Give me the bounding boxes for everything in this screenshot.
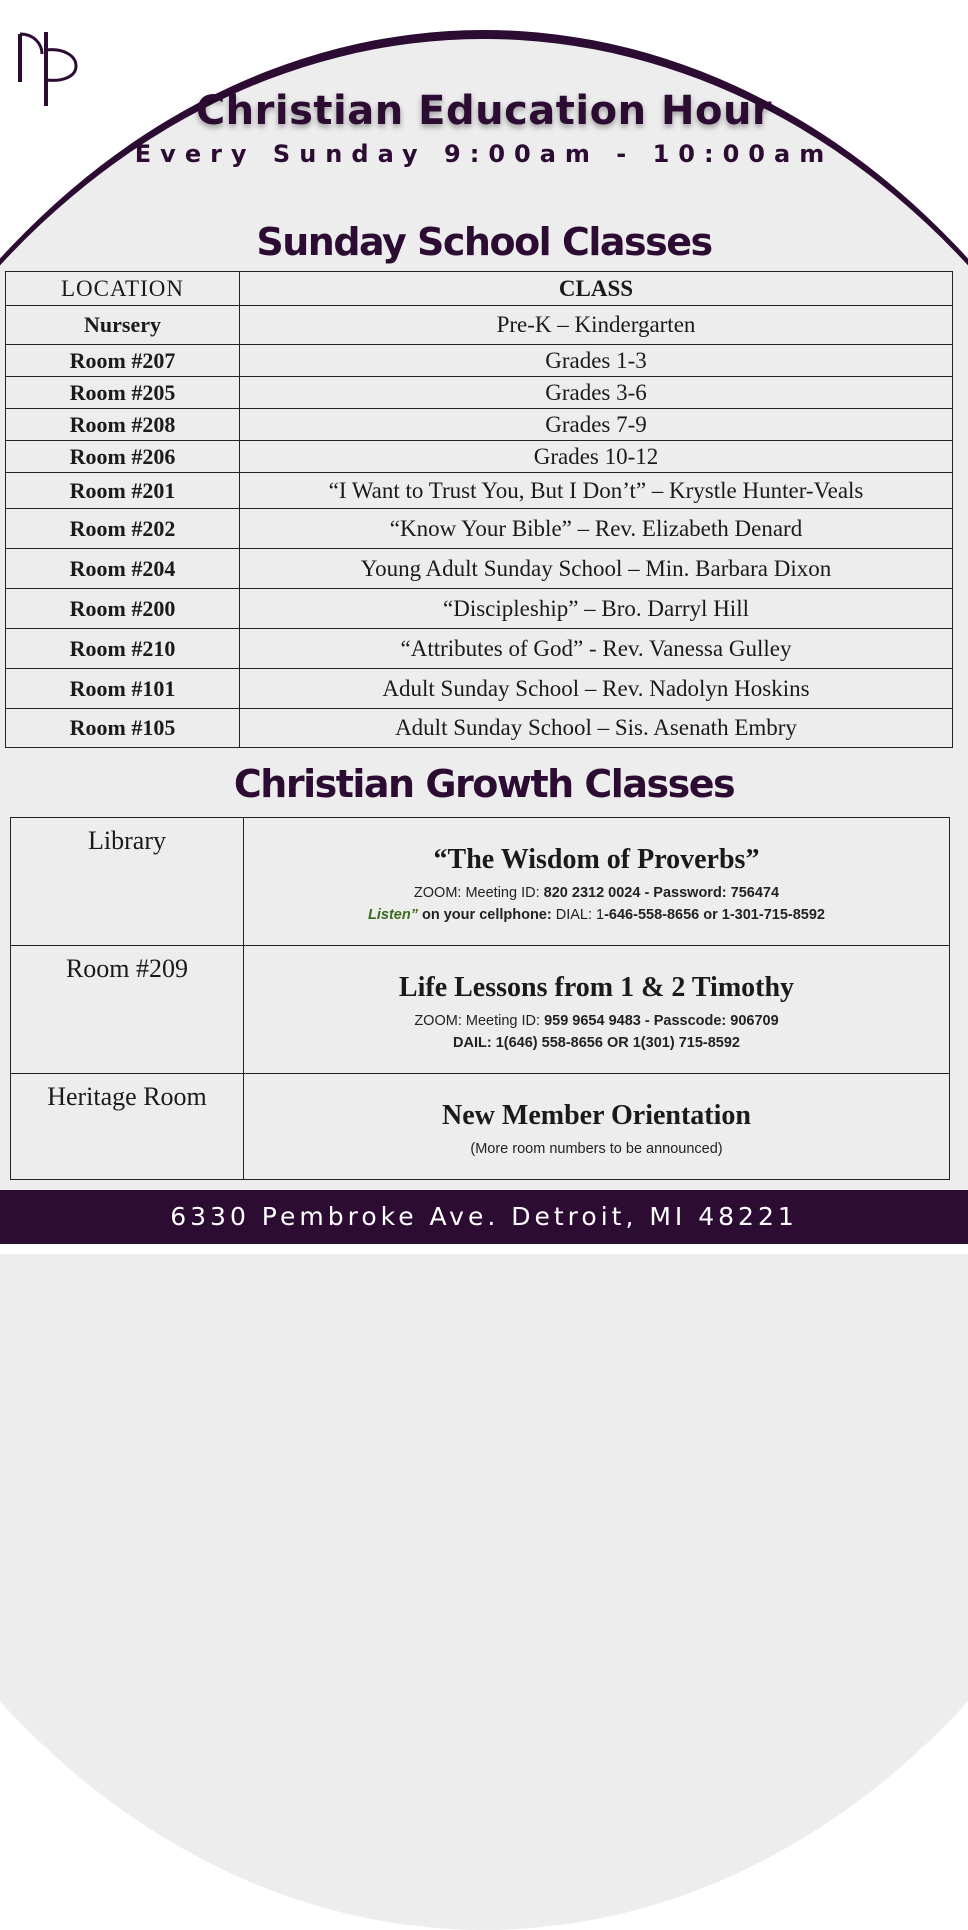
table-row: [6, 509, 953, 549]
password-value: 756474: [730, 885, 780, 901]
growth-classes-table: [10, 817, 950, 1180]
table-row: [6, 377, 953, 409]
meeting-id: 820 2312 0024: [543, 885, 641, 901]
table-row: [6, 306, 953, 345]
class-cell: “Know Your Bible” – Rev. Elizabeth Denard: [240, 509, 953, 549]
table-row: [6, 345, 953, 377]
table-row: [6, 629, 953, 669]
class-cell: Young Adult Sunday School – Min. Barbara Dixon: [240, 549, 953, 589]
room-cell: Room #105: [6, 709, 240, 748]
page-title: Christian Education Hour: [195, 88, 773, 134]
table-row: [6, 549, 953, 589]
room-cell: Heritage Room: [11, 1074, 244, 1180]
class-title: “The Wisdom of Proverbs”: [433, 844, 760, 875]
sunday-school-heading: Sunday School Classes: [256, 220, 712, 264]
class-cell: Grades 1-3: [240, 345, 953, 377]
church-logo: [16, 30, 80, 113]
passcode-value: 906709: [730, 1013, 779, 1029]
table-row: [6, 709, 953, 748]
class-cell: Grades 7-9: [240, 409, 953, 441]
table-row: [11, 1074, 950, 1180]
class-cell: Grades 3-6: [240, 377, 953, 409]
class-detail-cell: [244, 818, 950, 946]
dial-info: [244, 1032, 949, 1054]
meeting-id: 959 9654 9483: [544, 1013, 641, 1029]
class-cell: Grades 10-12: [240, 441, 953, 473]
column-header-class: CLASS: [240, 272, 953, 306]
table-row: [6, 669, 953, 709]
room-cell: Room #205: [6, 377, 240, 409]
zoom-info: [244, 882, 949, 904]
zoom-label: ZOOM: Meeting ID:: [414, 1013, 545, 1029]
room-cell: Room #206: [6, 441, 240, 473]
table-row: [11, 818, 950, 946]
dial-numbers: -646-558-8656 or 1-301-715-8592: [604, 907, 825, 923]
footer-bottom-strip: [0, 1244, 968, 1254]
password-label: - Password:: [640, 885, 731, 901]
class-cell: Adult Sunday School – Rev. Nadolyn Hoskins: [240, 669, 953, 709]
class-title: Life Lessons from 1 & 2 Timothy: [398, 972, 795, 1003]
room-cell: Room #201: [6, 473, 240, 509]
cellphone-label: on your cellphone:: [417, 907, 556, 923]
class-detail-cell: [244, 1074, 950, 1180]
zoom-info: [244, 1010, 949, 1032]
class-cell: “Discipleship” – Bro. Darryl Hill: [240, 589, 953, 629]
room-cell: Room #208: [6, 409, 240, 441]
page-subtitle: Every Sunday 9:00am - 10:00am: [134, 140, 834, 168]
room-cell: Room #210: [6, 629, 240, 669]
class-cell: “I Want to Trust You, But I Don’t” – Krystle Hunter-Veals: [240, 473, 953, 509]
zoom-label: ZOOM: Meeting ID:: [413, 885, 544, 901]
room-cell: Room #202: [6, 509, 240, 549]
note-text: (More room numbers to be announced): [470, 1141, 723, 1157]
class-cell: Adult Sunday School – Sis. Asenath Embry: [240, 709, 953, 748]
room-cell: Room #209: [11, 946, 244, 1074]
dial-info: [244, 904, 949, 926]
room-cell: Library: [11, 818, 244, 946]
table-row: [6, 589, 953, 629]
class-detail-cell: [244, 946, 950, 1074]
column-header-location: LOCATION: [6, 272, 240, 306]
footer-address: 6330 Pembroke Ave. Detroit, MI 48221: [0, 1190, 968, 1244]
class-title: New Member Orientation: [442, 1100, 751, 1131]
listen-label: Listen”: [368, 907, 418, 923]
room-cell: Nursery: [6, 306, 240, 345]
sunday-school-table: [5, 271, 953, 748]
dial-label: DIAL: 1: [555, 907, 605, 923]
table-row: [11, 946, 950, 1074]
table-row: [6, 441, 953, 473]
table-row: [6, 409, 953, 441]
room-cell: Room #207: [6, 345, 240, 377]
table-header-row: [6, 272, 953, 306]
room-cell: Room #204: [6, 549, 240, 589]
room-cell: Room #101: [6, 669, 240, 709]
passcode-label: - Passcode:: [640, 1013, 731, 1029]
dial-numbers: DAIL: 1(646) 558-8656 OR 1(301) 715-8592: [453, 1035, 740, 1051]
class-cell: “Attributes of God” - Rev. Vanessa Gulley: [240, 629, 953, 669]
table-row: [6, 473, 953, 509]
growth-classes-heading: Christian Growth Classes: [233, 762, 735, 806]
room-cell: Room #200: [6, 589, 240, 629]
class-cell: Pre-K – Kindergarten: [240, 306, 953, 345]
